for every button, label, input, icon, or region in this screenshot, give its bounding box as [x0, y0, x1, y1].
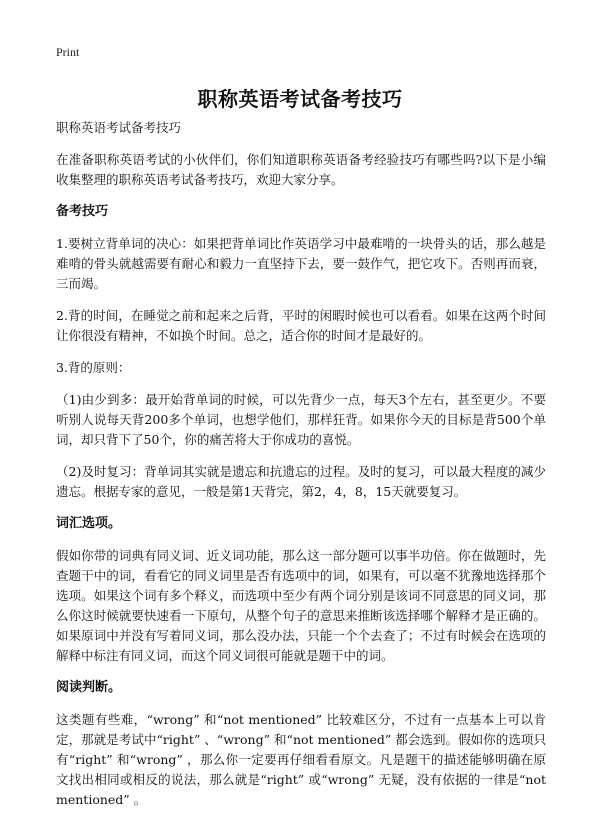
- article-subtitle: 职称英语考试备考技巧: [56, 120, 182, 135]
- intro-paragraph: 在准备职称英语考试的小伙伴们，你们知道职称英语备考经验技巧有哪些吗?以下是小编收集整理的职称英语考试备考技巧，欢迎大家分享。: [56, 152, 546, 187]
- section-heading-vocabulary: 词汇选项。: [56, 516, 122, 531]
- reading-paragraph: 这类题有些难，“wrong” 和“not mentioned” 比较难区分，不过有一点基本上可以肯定，那就是考试中“right” 、“wrong” 和“not mentioned” 都会选到。假如你的选项只有“right” 和“wrong” ，那么你一定要再仔细看看原文。凡是题干的描述能够明确在原文找出相同或相反的说法，那么就是“right” 或“wrong” 无疑，没有依据的一律是“not mentioned” 。: [56, 712, 546, 807]
- section-heading-tips: 备考技巧: [56, 204, 109, 219]
- tips-paragraph-2: 2.背的时间，在睡觉之前和起来之后背，平时的闲暇时候也可以看看。如果在这两个时间让你很没有精神，不如换个时间。总之，适合你的时间才是最好的。: [56, 308, 546, 343]
- page-title: 职称英语考试备考技巧: [197, 87, 403, 111]
- article-body: [56, 118, 546, 822]
- vocabulary-paragraph: 假如你带的词典有同义词、近义词功能，那么这一部分题可以事半功倍。你在做题时，先查题干中的词，看看它的同义词里是否有选项中的词，如果有，可以毫不犹豫地选择那个选项。如果这个词有多个释义，而选项中至少有两个词分别是该词不同意思的同义词，那么你这时候就要快速看一下原句，从整个句子的意思来推断该选择哪个解释才是正确的。如果原词中并没有写着同义词，那么没办法，只能一个个去查了；不过有时候会在选项的解释中标注有同义词，而这个同义词很可能就是题干中的词。: [56, 548, 546, 663]
- tips-paragraph-5: （2)及时复习：背单词其实就是遗忘和抗遗忘的过程。及时的复习，可以最大程度的减少遗忘。根据专家的意见，一般是第1天背完，第2，4，8，15天就要复习。: [56, 464, 546, 499]
- print-link[interactable]: Print: [56, 45, 80, 59]
- tips-paragraph-4: （1)由少到多：最开始背单词的时候，可以先背少一点，每天3个左右，甚至更少。不要听别人说每天背200多个单词，也想学他们，那样狂背。如果你今天的目标是背500个单词，却只背下了50个，你的痛苦将大于你成功的喜悦。: [56, 392, 546, 447]
- tips-paragraph-1: 1.要树立背单词的决心：如果把背单词比作英语学习中最难啃的一块骨头的话，那么越是难啃的骨头就越需要有耐心和毅力一直坚持下去，要一鼓作气，把它攻下。否则再而衰，三而竭。: [56, 236, 546, 291]
- tips-paragraph-3: 3.背的原则：: [56, 360, 131, 375]
- section-heading-reading: 阅读判断。: [56, 680, 122, 695]
